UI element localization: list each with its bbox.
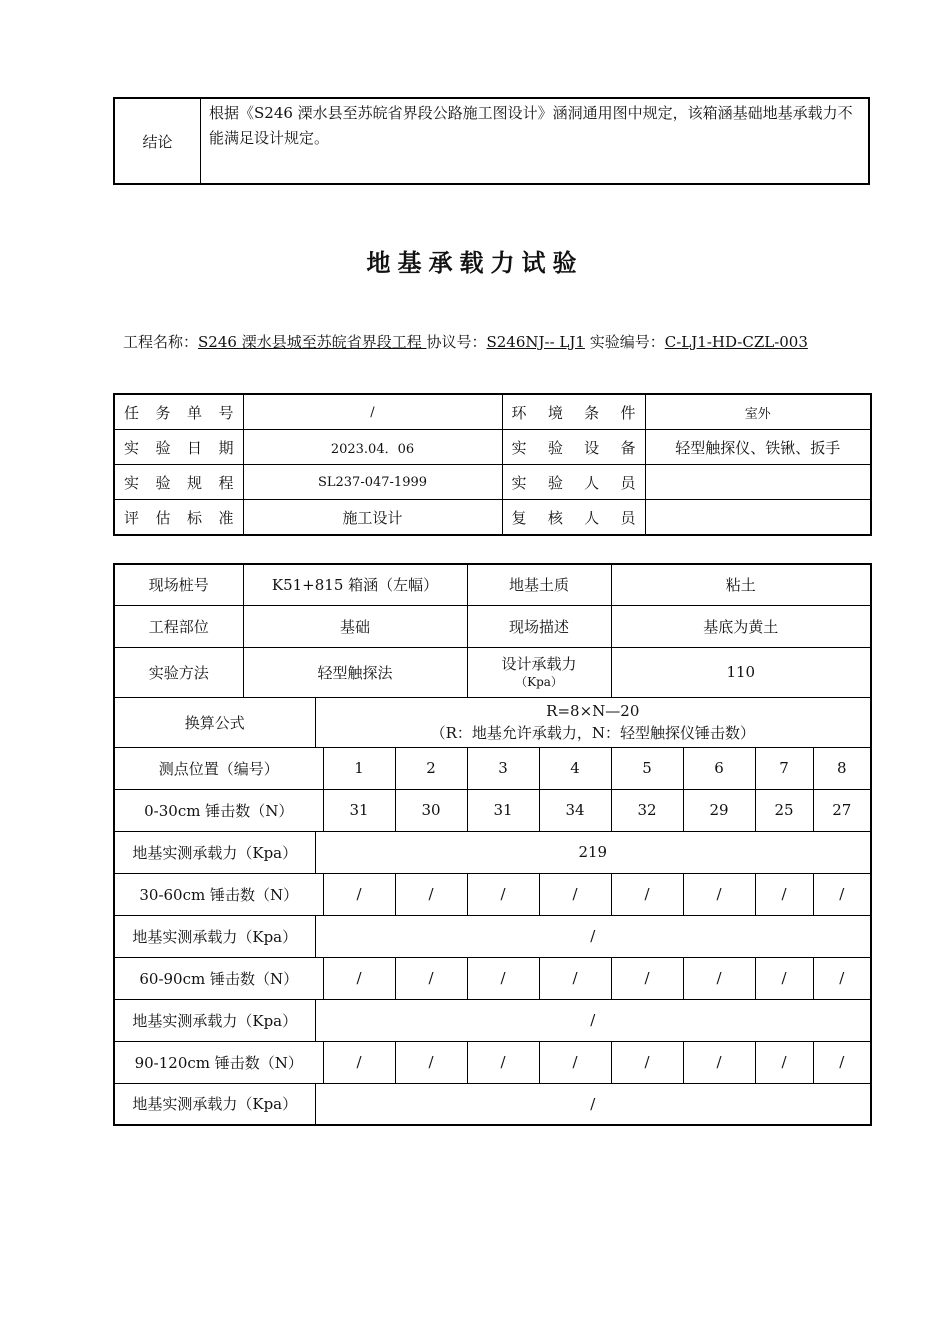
station-label: 现场桩号 <box>114 564 243 605</box>
blow-count: 31 <box>323 789 395 831</box>
blows-label: 60-90cm 锤击数（N） <box>114 957 323 999</box>
blow-count: / <box>395 873 467 915</box>
blow-count: 34 <box>539 789 611 831</box>
point-label: 测点位置（编号） <box>114 747 323 789</box>
spec-label: 实验规程 <box>114 465 243 500</box>
capacity-value: / <box>315 1083 871 1125</box>
tester-label: 实验人员 <box>502 465 645 500</box>
test-no-value: C-LJ1-HD-CZL-003 <box>664 333 808 351</box>
capacity-label: 地基实测承载力（Kpa） <box>114 1083 315 1125</box>
design-capacity-value: 110 <box>611 647 871 697</box>
blow-count: / <box>611 873 683 915</box>
capacity-value: / <box>315 915 871 957</box>
env-label: 环境条件 <box>502 394 645 430</box>
capacity-label: 地基实测承载力（Kpa） <box>114 915 315 957</box>
conclusion-table <box>113 97 870 185</box>
blow-count: 27 <box>813 789 871 831</box>
page-title: 地基承载力试验 <box>366 249 584 277</box>
blow-count: / <box>813 873 871 915</box>
part-value: 基础 <box>243 605 467 647</box>
project-name-label: 工程名称： <box>123 333 199 351</box>
point-number: 4 <box>539 747 611 789</box>
task-no-label: 任务单号 <box>114 394 243 430</box>
point-number: 8 <box>813 747 871 789</box>
blow-count: / <box>539 957 611 999</box>
point-number: 2 <box>395 747 467 789</box>
station-value: K51+815 箱涵（左幅） <box>243 564 467 605</box>
part-label: 工程部位 <box>114 605 243 647</box>
blows-label: 30-60cm 锤击数（N） <box>114 873 323 915</box>
design-capacity-label <box>467 647 611 697</box>
reviewer-label: 复核人员 <box>502 500 645 536</box>
agreement-label: 协议号： <box>426 333 487 351</box>
project-line <box>123 331 808 352</box>
blow-count: 29 <box>683 789 755 831</box>
blow-count: / <box>683 873 755 915</box>
formula-line-1: R=8×N—20 <box>546 702 640 720</box>
method-label: 实验方法 <box>114 647 243 697</box>
blow-count: / <box>323 873 395 915</box>
blow-count: 25 <box>755 789 813 831</box>
date-label: 实验日期 <box>114 430 243 465</box>
desc-value: 基底为黄土 <box>611 605 871 647</box>
env-value: 室外 <box>645 394 871 430</box>
blow-count: 31 <box>467 789 539 831</box>
blow-count: / <box>813 1041 871 1083</box>
formula-label: 换算公式 <box>114 697 315 747</box>
blow-count: 30 <box>395 789 467 831</box>
agreement-value: S246NJ-- LJ1 <box>486 333 585 351</box>
blow-count: / <box>755 957 813 999</box>
capacity-label: 地基实测承载力（Kpa） <box>114 831 315 873</box>
desc-label: 现场描述 <box>467 605 611 647</box>
blow-count: / <box>611 957 683 999</box>
soil-label: 地基土质 <box>467 564 611 605</box>
blow-count: / <box>323 1041 395 1083</box>
test-table <box>113 563 872 1126</box>
blow-count: / <box>467 873 539 915</box>
blow-count: 32 <box>611 789 683 831</box>
conclusion-label: 结论 <box>114 98 201 184</box>
blow-count: / <box>755 1041 813 1083</box>
design-capacity-unit: （Kpa） <box>515 675 563 689</box>
standard-label: 评估标准 <box>114 500 243 536</box>
point-number: 3 <box>467 747 539 789</box>
info-table <box>113 393 872 536</box>
point-number: 1 <box>323 747 395 789</box>
formula-cell <box>315 697 871 747</box>
point-number: 7 <box>755 747 813 789</box>
spec-value: SL237-047-1999 <box>243 465 502 500</box>
blow-count: / <box>467 1041 539 1083</box>
design-capacity-label-text: 设计承载力 <box>501 655 577 673</box>
blows-label: 0-30cm 锤击数（N） <box>114 789 323 831</box>
equipment-value: 轻型触探仪、铁锹、扳手 <box>645 430 871 465</box>
blow-count: / <box>813 957 871 999</box>
blow-count: / <box>395 957 467 999</box>
point-number: 6 <box>683 747 755 789</box>
formula-line-2: （R：地基允许承载力，N：轻型触探仪锤击数） <box>430 724 755 742</box>
conclusion-text: 根据《S246 溧水县至苏皖省界段公路施工图设计》涵洞通用图中规定，该箱涵基础地基承载力不能满足设计规定。 <box>201 98 870 184</box>
soil-value: 粘土 <box>611 564 871 605</box>
project-name-value: S246 溧水县城至苏皖省界段工程 <box>198 333 427 351</box>
tester-value <box>645 465 871 500</box>
task-no-value: / <box>243 394 502 430</box>
blows-label: 90-120cm 锤击数（N） <box>114 1041 323 1083</box>
blow-count: / <box>467 957 539 999</box>
blow-count: / <box>395 1041 467 1083</box>
standard-value: 施工设计 <box>243 500 502 536</box>
blow-count: / <box>683 1041 755 1083</box>
date-value: 2023.04．06 <box>243 430 502 465</box>
capacity-label: 地基实测承载力（Kpa） <box>114 999 315 1041</box>
blow-count: / <box>539 873 611 915</box>
equipment-label: 实验设备 <box>502 430 645 465</box>
reviewer-value <box>645 500 871 536</box>
method-value: 轻型触探法 <box>243 647 467 697</box>
blow-count: / <box>323 957 395 999</box>
test-no-label: 实验编号： <box>589 333 665 351</box>
blow-count: / <box>755 873 813 915</box>
capacity-value: 219 <box>315 831 871 873</box>
capacity-value: / <box>315 999 871 1041</box>
blow-count: / <box>683 957 755 999</box>
point-number: 5 <box>611 747 683 789</box>
blow-count: / <box>611 1041 683 1083</box>
blow-count: / <box>539 1041 611 1083</box>
